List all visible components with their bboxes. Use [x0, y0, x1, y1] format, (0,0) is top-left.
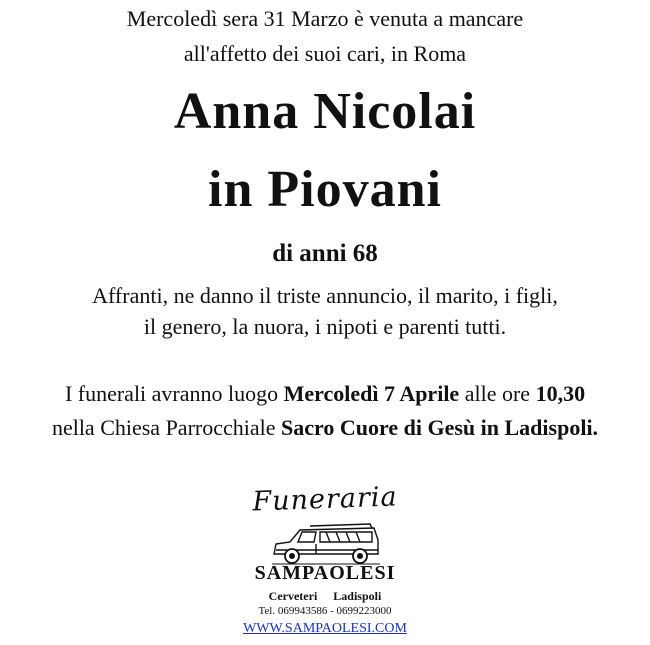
announcement-line-1: Affranti, ne danno il triste annuncio, il marito, i figli,	[92, 283, 558, 308]
town-ladispoli: Ladispoli	[333, 589, 382, 603]
funeral-time: 10,30	[535, 381, 586, 406]
hearse-icon	[270, 520, 382, 568]
funeral-home-website-link[interactable]: WWW.SAMPAOLESI.COM	[243, 621, 407, 636]
funeral-date-line	[0, 381, 650, 407]
funeral-location-line	[0, 415, 650, 441]
funeral-home-name: SAMPAOLESI	[254, 562, 396, 584]
funeral-home-logo	[240, 478, 410, 643]
deceased-age: di anni 68	[272, 240, 378, 267]
funeral-location-prefix: nella Chiesa Parrocchiale	[51, 415, 282, 440]
deceased-name: Anna Nicolai	[173, 83, 477, 140]
deceased-married-name: in Piovani	[208, 161, 442, 218]
intro-line-1: Mercoledì sera 31 Marzo è venuta a mancare	[126, 6, 524, 31]
funeral-home-towns	[240, 589, 410, 604]
logo-wordmark: Funeraria	[251, 481, 399, 518]
funeral-date: Mercoledì 7 Aprile	[283, 381, 460, 406]
funeral-church: Sacro Cuore di Gesù in Ladispoli.	[281, 415, 599, 440]
announcement-line-2: il genero, la nuora, i nipoti e parenti tutti.	[143, 314, 507, 339]
funeral-home-phone: Tel. 069943586 - 0699223000	[258, 605, 392, 617]
funeral-time-prefix: alle ore	[459, 381, 536, 406]
funeral-date-prefix: I funerali avranno luogo	[64, 381, 284, 406]
town-cerveteri: Cerveteri	[268, 589, 318, 603]
intro-line-2: all'affetto dei suoi cari, in Roma	[183, 41, 467, 66]
